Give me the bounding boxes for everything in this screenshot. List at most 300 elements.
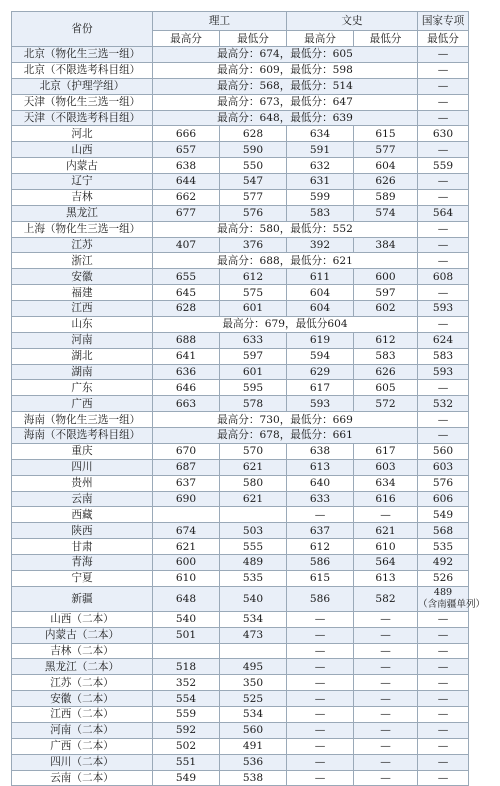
table-row <box>12 586 469 611</box>
science-min-cell: 491 <box>220 738 287 754</box>
arts-max-cell: 632 <box>287 158 354 174</box>
science-min-cell: 597 <box>220 348 287 364</box>
national-min-cell: — <box>418 285 469 301</box>
national-min-cell: — <box>418 770 469 786</box>
arts-max-cell: 583 <box>287 205 354 221</box>
science-max-cell: 687 <box>153 459 220 475</box>
arts-min-cell: 582 <box>354 586 418 611</box>
arts-min-cell: 384 <box>354 237 418 253</box>
science-min-cell: 601 <box>220 301 287 317</box>
province-cell: 四川（二本） <box>12 754 153 770</box>
table-row <box>12 269 469 285</box>
table-row <box>12 221 469 237</box>
science-max-cell: 641 <box>153 348 220 364</box>
national-min-cell: 583 <box>418 348 469 364</box>
table-row <box>12 675 469 691</box>
arts-max-cell: 591 <box>287 142 354 158</box>
province-cell: 广西 <box>12 396 153 412</box>
province-cell: 青海 <box>12 555 153 571</box>
national-min-cell: 603 <box>418 459 469 475</box>
province-cell: 上海（物化生三选一组） <box>12 221 153 237</box>
admission-score-table <box>11 11 486 786</box>
national-min-cell: — <box>418 675 469 691</box>
arts-max-cell: 634 <box>287 126 354 142</box>
national-min-cell: — <box>418 754 469 770</box>
arts-max-cell: 633 <box>287 491 354 507</box>
table-row <box>12 316 469 332</box>
province-cell: 福建 <box>12 285 153 301</box>
arts-max-cell: — <box>287 770 354 786</box>
science-min-cell: 555 <box>220 539 287 555</box>
province-cell: 江西 <box>12 301 153 317</box>
header-arts: 文史 <box>287 12 418 31</box>
arts-min-cell: 604 <box>354 158 418 174</box>
table-row <box>12 47 469 63</box>
national-min-cell: 526 <box>418 570 469 586</box>
science-max-cell: 636 <box>153 364 220 380</box>
science-max-cell: 610 <box>153 570 220 586</box>
header-science-min: 最低分 <box>220 31 287 47</box>
table-row <box>12 396 469 412</box>
science-max-cell: 637 <box>153 475 220 491</box>
arts-max-cell: — <box>287 659 354 675</box>
arts-min-cell: 612 <box>354 332 418 348</box>
combined-score-cell: 最高分：580，最低分：552 <box>153 221 418 237</box>
arts-min-cell: 583 <box>354 348 418 364</box>
table-row <box>12 94 469 110</box>
science-min-cell: 536 <box>220 754 287 770</box>
national-min-cell: 560 <box>418 443 469 459</box>
science-max-cell: 674 <box>153 523 220 539</box>
province-cell: 北京（不限选考科目组） <box>12 62 153 78</box>
table-row <box>12 174 469 190</box>
province-cell: 北京（物化生三选一组） <box>12 47 153 63</box>
national-score-value: 489 <box>433 586 453 598</box>
combined-score-cell: 最高分：688，最低分：621 <box>153 253 418 269</box>
province-cell: 海南（物化生三选一组） <box>12 412 153 428</box>
science-max-cell: 554 <box>153 691 220 707</box>
table-row <box>12 659 469 675</box>
province-cell: 安徽（二本） <box>12 691 153 707</box>
table-row <box>12 62 469 78</box>
science-min-cell: 621 <box>220 491 287 507</box>
table-row <box>12 301 469 317</box>
table-row <box>12 237 469 253</box>
province-cell: 甘肃 <box>12 539 153 555</box>
science-min-cell: 350 <box>220 675 287 691</box>
science-max-cell: 648 <box>153 586 220 611</box>
province-cell: 吉林 <box>12 189 153 205</box>
table-row <box>12 523 469 539</box>
national-min-cell: — <box>418 253 469 269</box>
province-cell: 云南（二本） <box>12 770 153 786</box>
arts-min-cell: 574 <box>354 205 418 221</box>
science-max-cell: 628 <box>153 301 220 317</box>
arts-min-cell: — <box>354 770 418 786</box>
arts-max-cell: 612 <box>287 539 354 555</box>
score-table-container <box>11 11 486 786</box>
table-row <box>12 189 469 205</box>
science-max-cell: 600 <box>153 555 220 571</box>
arts-max-cell: 586 <box>287 586 354 611</box>
province-cell: 广西（二本） <box>12 738 153 754</box>
science-min-cell: 577 <box>220 189 287 205</box>
arts-max-cell: — <box>287 507 354 523</box>
table-row <box>12 475 469 491</box>
table-row <box>12 158 469 174</box>
table-row <box>12 539 469 555</box>
province-cell: 天津（不限选考科目组） <box>12 110 153 126</box>
science-max-cell: 655 <box>153 269 220 285</box>
province-cell: 安徽 <box>12 269 153 285</box>
arts-max-cell: 604 <box>287 285 354 301</box>
table-row <box>12 253 469 269</box>
science-max-cell: 662 <box>153 189 220 205</box>
national-min-cell: 549 <box>418 507 469 523</box>
arts-max-cell: 604 <box>287 301 354 317</box>
science-min-cell: 534 <box>220 611 287 627</box>
arts-max-cell: 637 <box>287 523 354 539</box>
arts-max-cell: 599 <box>287 189 354 205</box>
arts-min-cell: 610 <box>354 539 418 555</box>
province-cell: 贵州 <box>12 475 153 491</box>
science-max-cell: 657 <box>153 142 220 158</box>
arts-max-cell: — <box>287 754 354 770</box>
science-min-cell: 503 <box>220 523 287 539</box>
province-cell: 内蒙古 <box>12 158 153 174</box>
table-row <box>12 126 469 142</box>
national-min-cell: — <box>418 627 469 643</box>
province-cell: 天津（物化生三选一组） <box>12 94 153 110</box>
science-max-cell: 638 <box>153 158 220 174</box>
header-arts-min: 最低分 <box>354 31 418 47</box>
national-min-cell: — <box>418 428 469 444</box>
national-min-cell: 608 <box>418 269 469 285</box>
table-row <box>12 332 469 348</box>
table-row <box>12 643 469 659</box>
science-max-cell: 621 <box>153 539 220 555</box>
province-cell: 黑龙江（二本） <box>12 659 153 675</box>
science-min-cell: 628 <box>220 126 287 142</box>
province-cell: 江苏（二本） <box>12 675 153 691</box>
arts-max-cell: 640 <box>287 475 354 491</box>
national-min-cell: 559 <box>418 158 469 174</box>
national-min-cell: — <box>418 47 469 63</box>
national-min-cell: 593 <box>418 364 469 380</box>
science-min-cell: 612 <box>220 269 287 285</box>
national-min-cell: 606 <box>418 491 469 507</box>
province-cell: 黑龙江 <box>12 205 153 221</box>
science-max-cell: 666 <box>153 126 220 142</box>
national-min-cell: — <box>418 611 469 627</box>
arts-min-cell: 605 <box>354 380 418 396</box>
science-min-cell: 540 <box>220 586 287 611</box>
arts-max-cell: 611 <box>287 269 354 285</box>
national-min-cell: 492 <box>418 555 469 571</box>
arts-min-cell: 613 <box>354 570 418 586</box>
arts-min-cell: 577 <box>354 142 418 158</box>
table-row <box>12 627 469 643</box>
national-min-cell: 535 <box>418 539 469 555</box>
science-max-cell: 559 <box>153 707 220 723</box>
science-min-cell: 578 <box>220 396 287 412</box>
arts-min-cell: — <box>354 611 418 627</box>
province-cell: 辽宁 <box>12 174 153 190</box>
national-score-note: （含南疆单列） <box>418 598 486 610</box>
province-cell: 浙江 <box>12 253 153 269</box>
arts-max-cell: 392 <box>287 237 354 253</box>
science-min-cell: 590 <box>220 142 287 158</box>
arts-max-cell: — <box>287 611 354 627</box>
science-min-cell: 534 <box>220 707 287 723</box>
arts-min-cell: — <box>354 722 418 738</box>
arts-max-cell: 593 <box>287 396 354 412</box>
arts-min-cell: 589 <box>354 189 418 205</box>
arts-max-cell: 629 <box>287 364 354 380</box>
science-min-cell: 538 <box>220 770 287 786</box>
arts-min-cell: — <box>354 738 418 754</box>
table-row <box>12 491 469 507</box>
science-max-cell: 407 <box>153 237 220 253</box>
arts-min-cell: — <box>354 507 418 523</box>
header-science-max: 最高分 <box>153 31 220 47</box>
province-cell: 重庆 <box>12 443 153 459</box>
science-min-cell <box>220 507 287 523</box>
science-min-cell <box>220 643 287 659</box>
province-cell: 西藏 <box>12 507 153 523</box>
arts-min-cell: — <box>354 754 418 770</box>
national-min-cell: — <box>418 94 469 110</box>
province-cell: 四川 <box>12 459 153 475</box>
combined-score-cell: 最高分：730，最低分：669 <box>153 412 418 428</box>
arts-min-cell: 602 <box>354 301 418 317</box>
science-min-cell: 633 <box>220 332 287 348</box>
national-min-cell: — <box>418 142 469 158</box>
table-row <box>12 285 469 301</box>
arts-max-cell: — <box>287 675 354 691</box>
science-max-cell: 592 <box>153 722 220 738</box>
science-min-cell: 570 <box>220 443 287 459</box>
arts-max-cell: — <box>287 722 354 738</box>
national-min-cell: — <box>418 722 469 738</box>
province-cell: 新疆 <box>12 586 153 611</box>
combined-score-cell: 最高分：674，最低分：605 <box>153 47 418 63</box>
arts-max-cell: — <box>287 707 354 723</box>
table-row <box>12 110 469 126</box>
science-min-cell: 376 <box>220 237 287 253</box>
arts-min-cell: 634 <box>354 475 418 491</box>
arts-min-cell: 603 <box>354 459 418 475</box>
province-cell: 宁夏 <box>12 570 153 586</box>
header-national-min: 最低分 <box>418 31 469 47</box>
national-min-cell: 630 <box>418 126 469 142</box>
national-min-cell: — <box>418 110 469 126</box>
science-min-cell: 525 <box>220 691 287 707</box>
header-science: 理工 <box>153 12 287 31</box>
table-row <box>12 707 469 723</box>
science-max-cell: 677 <box>153 205 220 221</box>
national-min-cell: 576 <box>418 475 469 491</box>
national-min-cell: 593 <box>418 301 469 317</box>
table-row <box>12 78 469 94</box>
province-cell: 山西 <box>12 142 153 158</box>
arts-min-cell: 564 <box>354 555 418 571</box>
arts-max-cell: — <box>287 738 354 754</box>
arts-min-cell: 572 <box>354 396 418 412</box>
table-row <box>12 570 469 586</box>
table-row <box>12 691 469 707</box>
arts-max-cell: — <box>287 627 354 643</box>
science-max-cell: 540 <box>153 611 220 627</box>
table-row <box>12 722 469 738</box>
science-max-cell <box>153 507 220 523</box>
science-min-cell: 535 <box>220 570 287 586</box>
arts-max-cell: 586 <box>287 555 354 571</box>
science-max-cell: 549 <box>153 770 220 786</box>
arts-min-cell: 597 <box>354 285 418 301</box>
national-min-cell: — <box>418 221 469 237</box>
science-min-cell: 547 <box>220 174 287 190</box>
science-max-cell: 645 <box>153 285 220 301</box>
national-min-cell: 532 <box>418 396 469 412</box>
arts-min-cell: — <box>354 707 418 723</box>
table-row <box>12 443 469 459</box>
science-max-cell: 688 <box>153 332 220 348</box>
national-min-cell: — <box>418 237 469 253</box>
arts-min-cell: 615 <box>354 126 418 142</box>
national-min-cell: — <box>418 316 469 332</box>
science-max-cell: 352 <box>153 675 220 691</box>
science-max-cell: 646 <box>153 380 220 396</box>
province-cell: 海南（不限选考科目组） <box>12 428 153 444</box>
national-min-cell: — <box>418 643 469 659</box>
national-min-cell: — <box>418 738 469 754</box>
table-body <box>12 47 486 786</box>
science-min-cell: 595 <box>220 380 287 396</box>
national-min-cell: — <box>418 707 469 723</box>
arts-max-cell: 631 <box>287 174 354 190</box>
science-max-cell: 690 <box>153 491 220 507</box>
table-row <box>12 754 469 770</box>
combined-score-cell: 最高分：678，最低分：661 <box>153 428 418 444</box>
arts-max-cell: — <box>287 643 354 659</box>
arts-min-cell: 616 <box>354 491 418 507</box>
combined-score-cell: 最高分：679，最低分604 <box>153 316 418 332</box>
national-min-cell: 624 <box>418 332 469 348</box>
province-cell: 湖北 <box>12 348 153 364</box>
national-min-cell: — <box>418 189 469 205</box>
arts-max-cell: 615 <box>287 570 354 586</box>
table-row <box>12 412 469 428</box>
arts-max-cell: 619 <box>287 332 354 348</box>
province-cell: 广东 <box>12 380 153 396</box>
header-province: 省份 <box>12 12 153 47</box>
arts-max-cell: 594 <box>287 348 354 364</box>
science-min-cell: 550 <box>220 158 287 174</box>
national-min-cell: 568 <box>418 523 469 539</box>
science-max-cell: 502 <box>153 738 220 754</box>
science-min-cell: 575 <box>220 285 287 301</box>
arts-min-cell: 617 <box>354 443 418 459</box>
table-row <box>12 459 469 475</box>
science-max-cell: 663 <box>153 396 220 412</box>
science-min-cell: 580 <box>220 475 287 491</box>
national-min-cell: — <box>418 412 469 428</box>
science-min-cell: 576 <box>220 205 287 221</box>
province-cell: 河北 <box>12 126 153 142</box>
science-max-cell: 644 <box>153 174 220 190</box>
national-min-cell: — <box>418 78 469 94</box>
science-min-cell: 473 <box>220 627 287 643</box>
science-min-cell: 621 <box>220 459 287 475</box>
province-cell: 云南 <box>12 491 153 507</box>
science-max-cell: 551 <box>153 754 220 770</box>
science-max-cell: 670 <box>153 443 220 459</box>
province-cell: 北京（护理学组） <box>12 78 153 94</box>
province-cell: 山西（二本） <box>12 611 153 627</box>
arts-min-cell: — <box>354 659 418 675</box>
science-min-cell: 489 <box>220 555 287 571</box>
arts-min-cell: 626 <box>354 174 418 190</box>
header-arts-max: 最高分 <box>287 31 354 47</box>
province-cell: 湖南 <box>12 364 153 380</box>
arts-min-cell: — <box>354 643 418 659</box>
national-min-cell: 564 <box>418 205 469 221</box>
national-min-cell: — <box>418 62 469 78</box>
arts-max-cell: 638 <box>287 443 354 459</box>
header-national: 国家专项 <box>418 12 469 31</box>
table-row <box>12 738 469 754</box>
table-row <box>12 348 469 364</box>
arts-max-cell: 617 <box>287 380 354 396</box>
combined-score-cell: 最高分：648，最低分：639 <box>153 110 418 126</box>
combined-score-cell: 最高分：568，最低分：514 <box>153 78 418 94</box>
arts-min-cell: — <box>354 627 418 643</box>
arts-min-cell: 600 <box>354 269 418 285</box>
table-row <box>12 507 469 523</box>
national-min-cell: — <box>418 659 469 675</box>
national-min-cell: — <box>418 174 469 190</box>
table-row <box>12 364 469 380</box>
arts-min-cell: 621 <box>354 523 418 539</box>
arts-min-cell: 626 <box>354 364 418 380</box>
province-cell: 河南 <box>12 332 153 348</box>
province-cell: 内蒙古（二本） <box>12 627 153 643</box>
arts-max-cell: 613 <box>287 459 354 475</box>
province-cell: 江西（二本） <box>12 707 153 723</box>
province-cell: 吉林（二本） <box>12 643 153 659</box>
combined-score-cell: 最高分：609，最低分：598 <box>153 62 418 78</box>
table-row <box>12 555 469 571</box>
arts-min-cell: — <box>354 691 418 707</box>
province-cell: 江苏 <box>12 237 153 253</box>
national-min-cell <box>418 586 486 611</box>
table-row <box>12 380 469 396</box>
science-max-cell <box>153 643 220 659</box>
arts-min-cell: — <box>354 675 418 691</box>
science-min-cell: 560 <box>220 722 287 738</box>
table-row <box>12 428 469 444</box>
province-cell: 河南（二本） <box>12 722 153 738</box>
province-cell: 陕西 <box>12 523 153 539</box>
combined-score-cell: 最高分：673，最低分：647 <box>153 94 418 110</box>
table-row <box>12 611 469 627</box>
table-row <box>12 142 469 158</box>
national-min-cell: — <box>418 380 469 396</box>
arts-max-cell: — <box>287 691 354 707</box>
table-row <box>12 770 469 786</box>
national-min-cell: — <box>418 691 469 707</box>
